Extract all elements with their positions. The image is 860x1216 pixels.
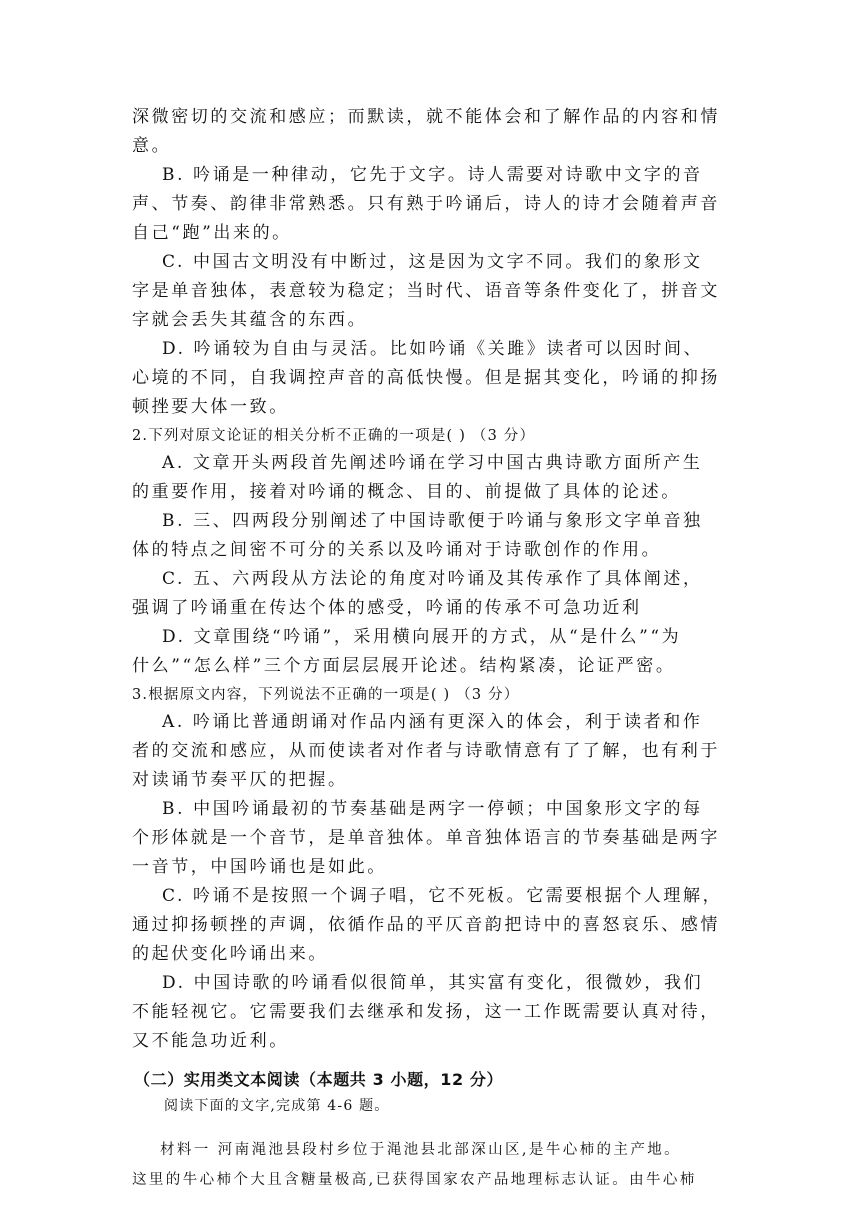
material-line: 材料一 河南渑池县段村乡位于渑池县北部深山区,是牛心柿的主产地。: [160, 1142, 682, 1158]
option-b-line: B. 中国吟诵最初的节奏基础是两字一停顿；中国象形文字的每: [162, 799, 703, 819]
question-3: 3.根据原文内容，下列说法不正确的一项是( ) （3 分）: [132, 687, 520, 703]
text-line: 一音节，中国吟诵也是如此。: [132, 857, 387, 877]
option-c-line: C. 吟诵不是按照一个调子唱，它不死板。它需要根据个人理解，: [162, 886, 723, 906]
text-line: 对读诵节奏平仄的把握。: [132, 770, 348, 790]
text-line: 深微密切的交流和感应；而默读，就不能体会和了解作品的内容和情: [132, 107, 720, 127]
option-c-line: C. 中国古文明没有中断过，这是因为文字不同。我们的象形文: [162, 252, 703, 272]
question-2: 2.下列对原文论证的相关分析不正确的一项是( ) （3 分）: [132, 428, 536, 444]
text-line: 体的特点之间密不可分的关系以及吟诵对于诗歌创作的作用。: [132, 540, 662, 560]
text-line: 什么”“怎么样”三个方面层层展开论述。结构紧凑，论证严密。: [132, 656, 676, 676]
text-line: 心境的不同，自我调控声音的高低快慢。但是据其变化，吟诵的抑扬: [132, 368, 720, 388]
option-d-line: D. 文章围绕“吟诵”，采用横向展开的方式，从“是什么”“为: [162, 627, 682, 647]
option-a-line: A. 吟诵比普通朗诵对作品内涵有更深入的体会，利于读者和作: [162, 712, 703, 732]
option-b-line: B. 三、四两段分别阐述了中国诗歌便于吟诵与象形文字单音独: [162, 511, 703, 531]
text-line: 字是单音独体，表意较为稳定；当时代、语音等条件变化了，拼音文: [132, 281, 720, 301]
text-line: 字就会丢失其蕴含的东西。: [132, 310, 368, 330]
option-c-line: C. 五、六两段从方法论的角度对吟诵及其传承作了具体阐述，: [162, 569, 703, 589]
text-line: 不能轻视它。它需要我们去继承和发扬，这一工作既需要认真对待，: [132, 1002, 720, 1022]
text-line: 个形体就是一个音节，是单音独体。单音独体语言的节奏基础是两字: [132, 828, 720, 848]
text-line: 的起伏变化吟诵出来。: [132, 944, 328, 964]
text-line: 又不能急功近利。: [132, 1031, 289, 1051]
section-heading: （二）实用类文本阅读（本题共 3 小题，12 分）: [134, 1070, 504, 1089]
text-line: 的重要作用，接着对吟诵的概念、目的、前提做了具体的论述。: [132, 482, 681, 502]
material-line: 这里的牛心柿个大且含糖量极高,已获得国家农产品地理标志认证。由牛心柿: [132, 1172, 697, 1188]
text-line: 顿挫要大体一致。: [132, 397, 289, 417]
option-b-line: B. 吟诵是一种律动，它先于文字。诗人需要对诗歌中文字的音: [162, 165, 703, 185]
text-line: 意。: [132, 136, 172, 156]
text-line: 声、节奏、韵律非常熟悉。只有熟于吟诵后，诗人的诗才会随着声音: [132, 194, 720, 214]
section-instruction: 阅读下面的文字,完成第 4-6 题。: [164, 1098, 390, 1114]
text-line: 者的交流和感应，从而使读者对作者与诗歌情意有了了解，也有利于: [132, 741, 720, 761]
text-line: 通过抑扬顿挫的声调，依循作品的平仄音韵把诗中的喜怒哀乐、感情: [132, 915, 720, 935]
option-a-line: A. 文章开头两段首先阐述吟诵在学习中国古典诗歌方面所产生: [162, 453, 703, 473]
option-d-line: D. 中国诗歌的吟诵看似很简单，其实富有变化，很微妙，我们: [162, 973, 704, 993]
text-line: 自己“跑”出来的。: [132, 223, 292, 243]
text-line: 强调了吟诵重在传达个体的感受，吟诵的传承不可急功近利: [132, 598, 642, 618]
option-d-line: D. 吟诵较为自由与灵活。比如吟诵《关雎》读者可以因时间、: [162, 339, 704, 359]
